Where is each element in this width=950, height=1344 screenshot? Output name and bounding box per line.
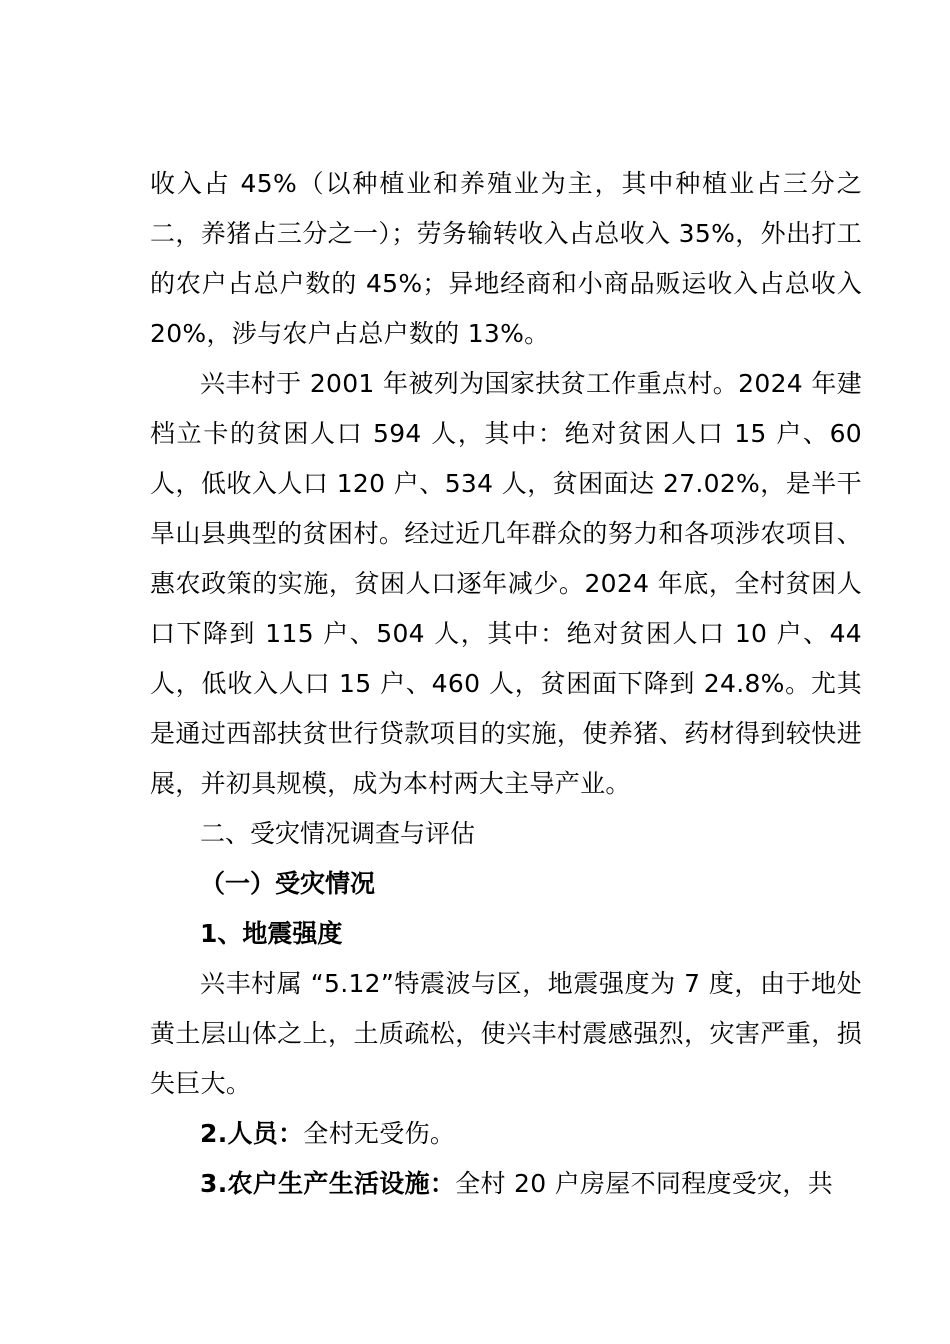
paragraph-earthquake: 兴丰村属 “5.12”特震波与区，地震强度为 7 度，由于地处黄土层山体之上，土质疏松，使兴丰村震感强烈，灾害严重，损失巨大。 xyxy=(150,969,862,1098)
personnel-label: 2.人员： xyxy=(200,1119,304,1148)
facilities-text: 全村 20 户房屋不同程度受灾，共 xyxy=(455,1169,834,1198)
facilities-label: 3.农户生产生活设施： xyxy=(200,1169,456,1198)
item-heading-earthquake-intensity: 1、地震强度 xyxy=(200,919,343,948)
paragraph-poverty: 兴丰村于 2001 年被列为国家扶贫工作重点村。2024 年建档立卡的贫困人口 594 人，其中：绝对贫困人口 15 户、60 人，低收入人口 120 户、534 人，贫困面达 27.02%，是半干旱山县典型的贫困村。经过近几年群众的努力和各项涉农项目、惠农政策的实施，贫困人口逐年减少。2024 年底，全村贫困人口下降到 115 户、504 人，其中：绝对贫困人口 10 户、44 人，低收入人口 15 户、460 人，贫困面下降到 24.8%。尤其是通过西部扶贫世行贷款项目的实施，使养猪、药材得到较快进展，并初具规模，成为本村两大主导产业。 xyxy=(150,369,862,798)
paragraph-personnel xyxy=(150,1109,862,1159)
subheading-disaster-situation: （一）受灾情况 xyxy=(200,869,376,898)
document-page xyxy=(150,159,862,1209)
personnel-text: 全村无受伤。 xyxy=(303,1119,456,1148)
paragraph-facilities xyxy=(150,1159,862,1209)
section-heading-disaster-survey: 二、受灾情况调查与评估 xyxy=(200,819,476,848)
paragraph-income: 收入占 45%（以种植业和养殖业为主，其中种植业占三分之二，养猪占三分之一）；劳务输转收入占总收入 35%，外出打工的农户占总户数的 45%；异地经商和小商品贩运收入占总收入 20%，涉与农户占总户数的 13%。 xyxy=(150,169,862,348)
